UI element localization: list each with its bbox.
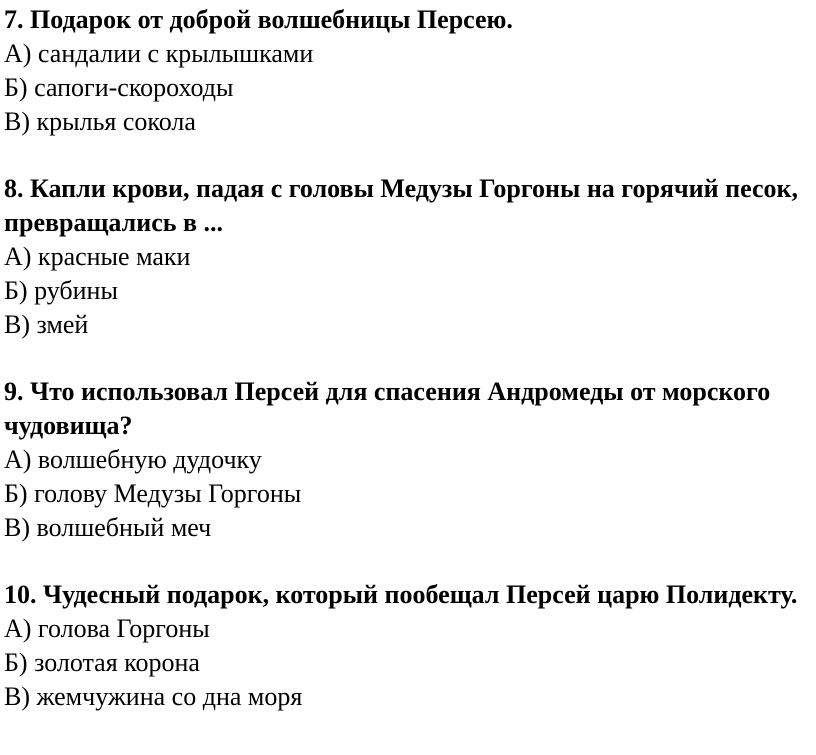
answer-options [4, 443, 812, 545]
quiz-document [4, 3, 812, 747]
answer-option-b: Б) рубины [4, 276, 118, 305]
question-text: 8. Капли крови, падая с головы Медузы Горгоны на горячий песок, превращались в ... [4, 174, 798, 237]
answer-options [4, 612, 812, 714]
answer-option-v: В) жемчужина со дна моря [4, 682, 303, 711]
question-text: 9. Что использовал Персей для спасения Андромеды от морского чудовища? [4, 377, 771, 440]
answer-option-v: В) крылья сокола [4, 107, 196, 136]
question-7 [4, 3, 812, 139]
answer-option-b: Б) голову Медузы Горгоны [4, 479, 302, 508]
answer-option-a: А) голова Горгоны [4, 614, 210, 643]
answer-options [4, 37, 812, 139]
answer-option-v: В) змей [4, 310, 89, 339]
answer-option-a: А) волшебную дудочку [4, 445, 262, 474]
question-10 [4, 578, 812, 714]
question-9 [4, 375, 812, 545]
answer-option-a: А) красные маки [4, 242, 191, 271]
answer-option-a: А) сандалии с крылышками [4, 39, 314, 68]
answer-options [4, 240, 812, 342]
answer-option-b: Б) сапоги-скороходы [4, 73, 234, 102]
question-text: 10. Чудесный подарок, который пообещал Персей царю Полидекту. [4, 580, 798, 609]
answer-option-v: В) волшебный меч [4, 513, 212, 542]
answer-option-b: Б) золотая корона [4, 648, 200, 677]
question-8 [4, 172, 812, 342]
question-text: 7. Подарок от доброй волшебницы Персею. [4, 5, 513, 34]
